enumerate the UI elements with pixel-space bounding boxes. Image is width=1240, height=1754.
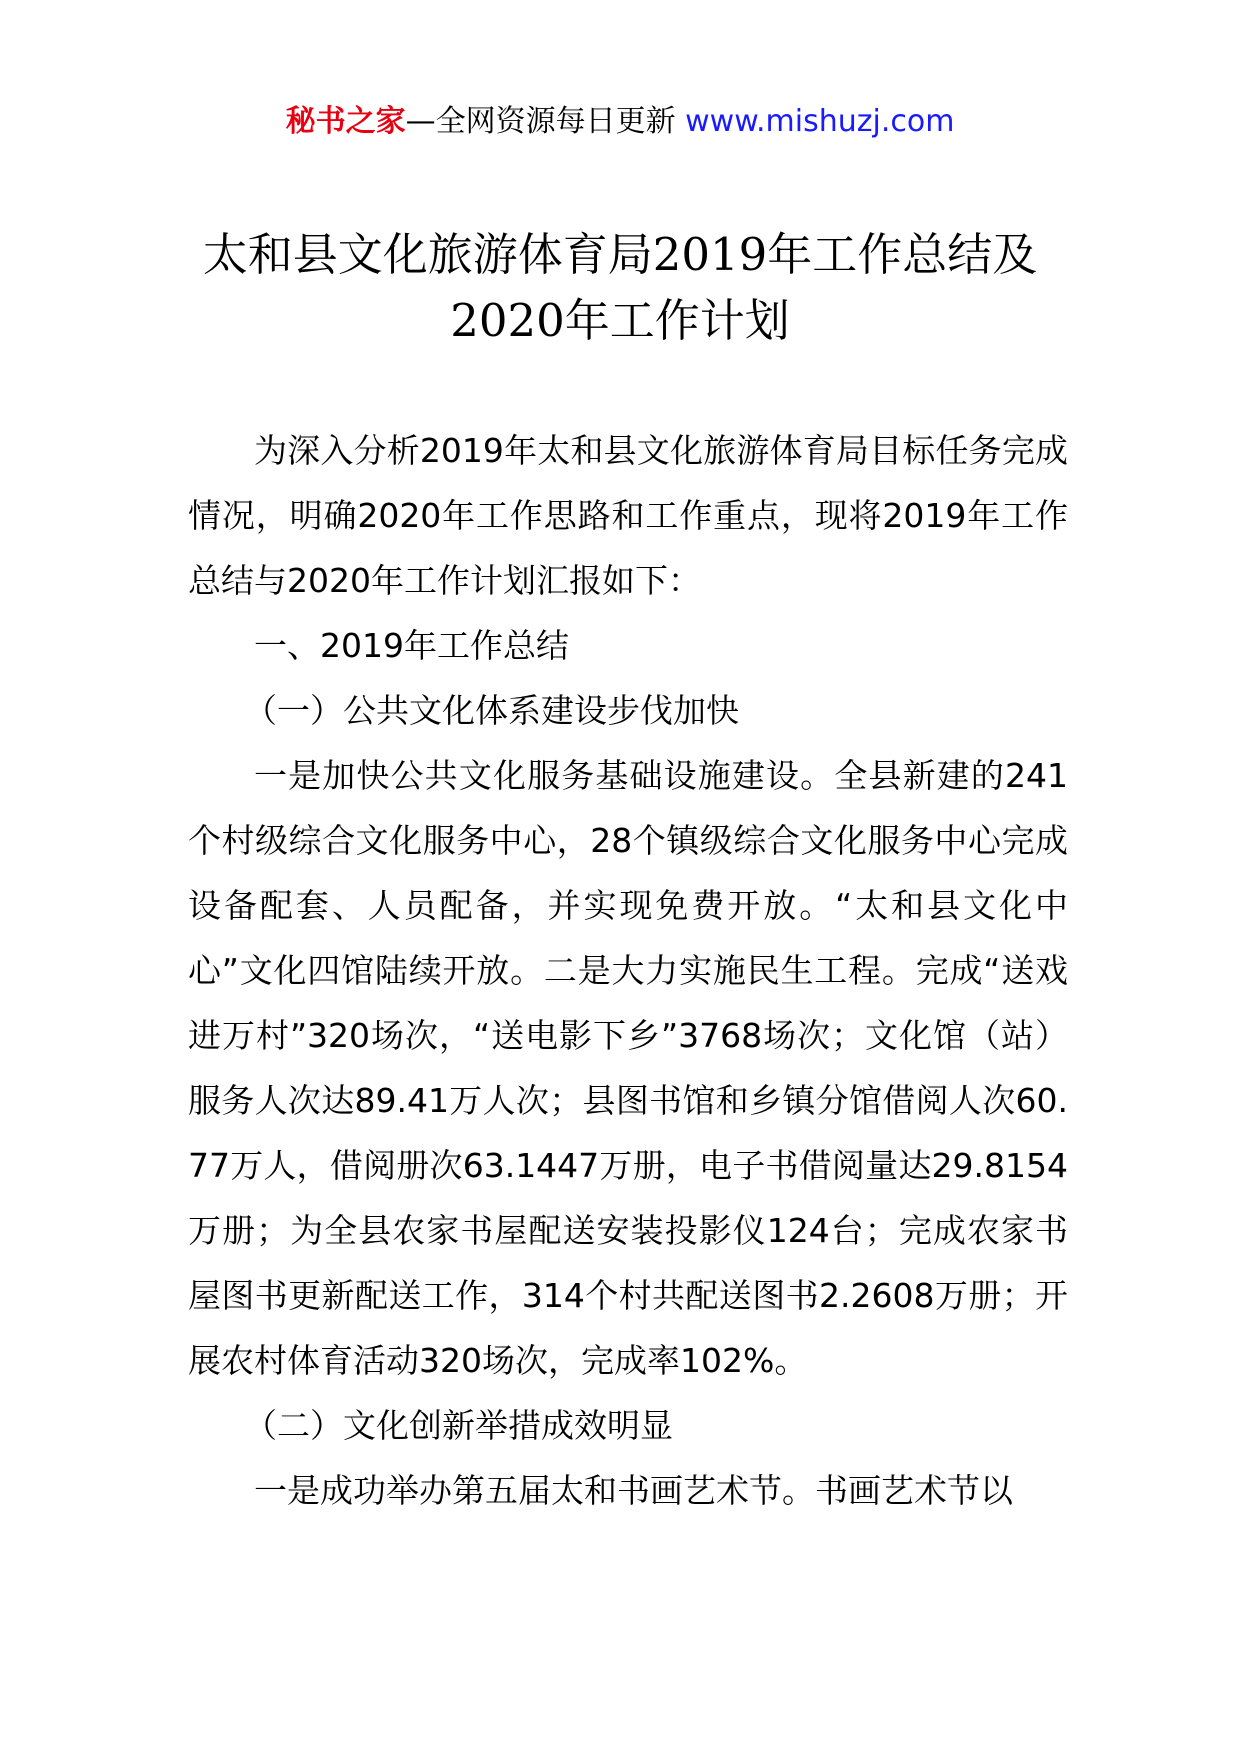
subsection-2-paragraph: 一是成功举办第五届太和书画艺术节。书画艺术节以 [254, 1471, 1013, 1510]
header-brand: 秘书之家 [285, 104, 406, 139]
title-line-2: 2020年工作计划 [450, 294, 790, 347]
subsection-heading-2: （二）文化创新举措成效明显 [244, 1406, 673, 1445]
intro-paragraph: 为深入分析2019年太和县文化旅游体育局目标任务完成情况，明确2020年工作思路和工作重点，现将2019年工作总结与2020年工作计划汇报如下： [188, 431, 1068, 600]
subsection-heading-1: （一）公共文化体系建设步伐加快 [244, 691, 739, 730]
title-line-1: 太和县文化旅游体育局2019年工作总结及 [202, 228, 1038, 281]
site-header [0, 100, 1240, 144]
subsection-1-paragraph: 一是加快公共文化服务基础设施建设。全县新建的241个村级综合文化服务中心，28个镇级综合文化服务中心完成设备配套、人员配备，并实现免费开放。“太和县文化中心”文化四馆陆续开放。二是大力实施民生工程。完成“送戏进万村”320场次，“送电影下乡”3768场次；文化馆（站）服务人次达89.41万人次；县图书馆和乡镇分馆借阅人次60.77万人，借阅册次63.1447万册，电子书借阅量达29.8154万册；为全县农家书屋配送安装投影仪124台；完成农家书屋图书更新配送工作，314个村共配送图书2.2608万册；开展农村体育活动320场次，完成率102%。 [188, 756, 1068, 1380]
section-heading-1: 一、2019年工作总结 [254, 626, 569, 665]
header-slogan: —全网资源每日更新 [405, 104, 676, 139]
document-title [150, 222, 1090, 354]
header-url-link[interactable]: www.mishuzj.com [685, 104, 955, 139]
document-body [188, 418, 1068, 1523]
